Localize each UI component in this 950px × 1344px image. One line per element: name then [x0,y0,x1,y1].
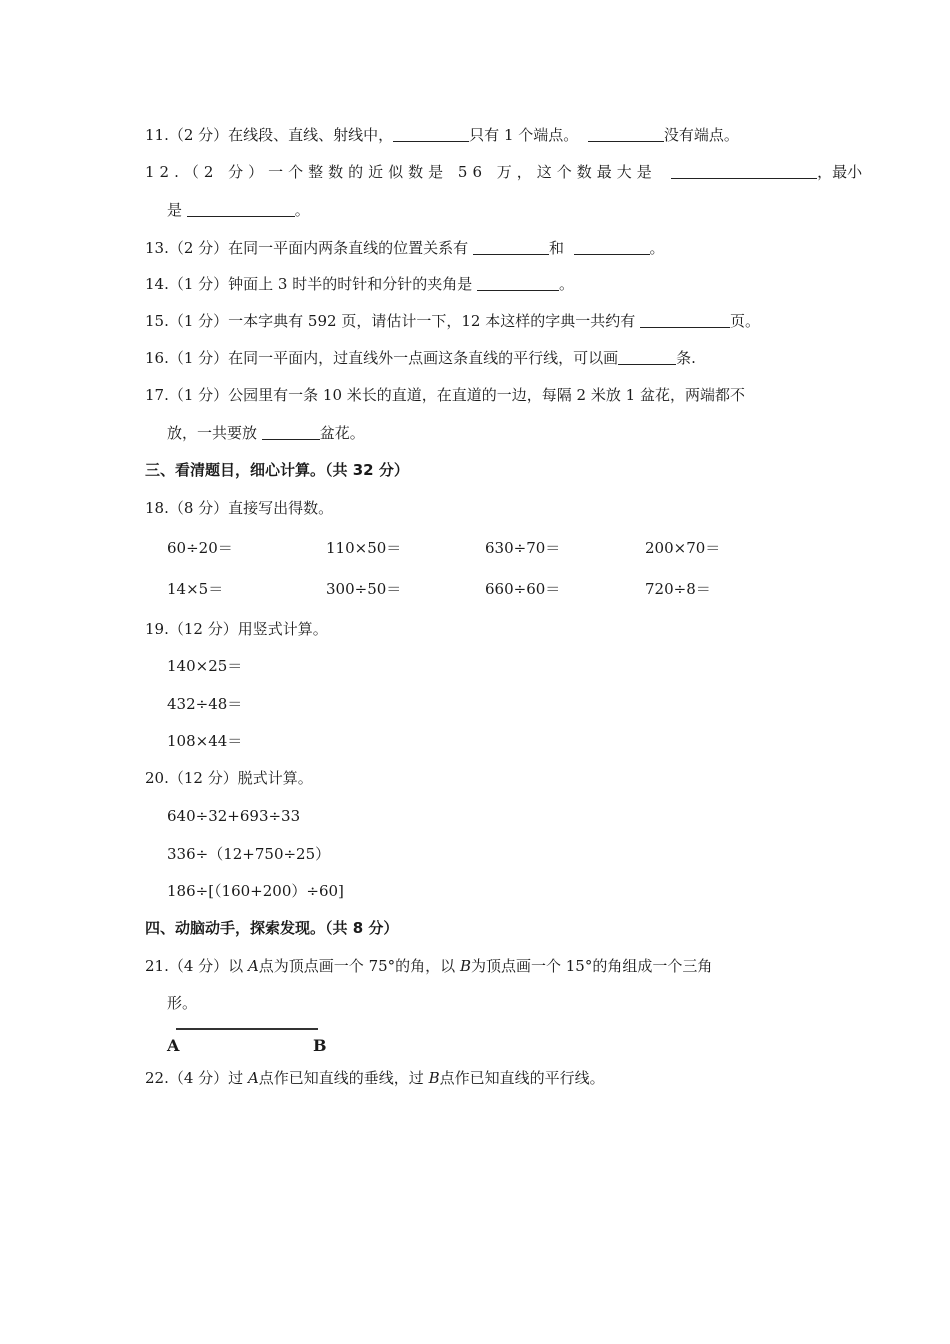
answer-blank[interactable] [477,275,559,291]
question-17-line2: 放，一共要放 盆花。 [167,424,365,442]
q18-item: 200×70＝ [645,539,721,557]
point-b-label: B [313,1036,327,1055]
q18-item: 660÷60＝ [485,580,561,598]
answer-blank[interactable] [187,201,295,217]
question-22: 22.（4 分）过 A点作已知直线的垂线，过 B点作已知直线的平行线。 [145,1069,605,1087]
point-a-label: A [167,1036,180,1055]
question-19-title: 19.（12 分）用竖式计算。 [145,620,328,638]
line-segment-ab [176,1028,318,1030]
question-12-line2: 是 。 [167,201,310,219]
q20-item: 336÷（12+750÷25） [167,845,331,863]
question-16: 16.（1 分）在同一平面内，过直线外一点画这条直线的平行线，可以画 条. [145,349,696,367]
question-13: 13.（2 分）在同一平面内两条直线的位置关系有 和 。 [145,239,665,257]
q18-item: 630÷70＝ [485,539,561,557]
question-17-line1: 17.（1 分）公园里有一条 10 米长的直道，在直道的一边，每隔 2 米放 1 盆花，两端都不 [145,386,745,404]
answer-blank[interactable] [574,239,650,255]
q18-item: 110×50＝ [326,539,402,557]
section-4-heading: 四、动脑动手，探索发现。（共 8 分） [145,919,399,937]
q19-item: 140×25＝ [167,657,243,675]
q19-item: 432÷48＝ [167,695,243,713]
answer-blank[interactable] [671,163,817,179]
question-14: 14.（1 分）钟面上 3 时半的时针和分针的夹角是 。 [145,275,575,293]
answer-blank[interactable] [588,126,664,142]
question-12-line1: 12.（2 分）一个整数的近似数是 56 万，这个数最大是 ，最小 [145,163,863,181]
question-21-line2: 形。 [167,994,198,1012]
answer-blank[interactable] [640,312,730,328]
question-21-line1: 21.（4 分）以 A点为顶点画一个 75°的角，以 B为顶点画一个 15°的角组成一个三角 [145,957,713,975]
answer-blank[interactable] [393,126,469,142]
q20-item: 640÷32+693÷33 [167,807,301,825]
answer-blank[interactable] [618,349,676,365]
q18-item: 300÷50＝ [326,580,402,598]
q20-item: 186÷[（160+200）÷60] [167,882,344,900]
answer-blank[interactable] [473,239,549,255]
question-15: 15.（1 分）一本字典有 592 页，请估计一下，12 本这样的字典一共约有 页。 [145,312,760,330]
q18-item: 14×5＝ [167,580,224,598]
answer-blank[interactable] [262,424,320,440]
q19-item: 108×44＝ [167,732,243,750]
q18-item: 60÷20＝ [167,539,233,557]
section-3-heading: 三、看清题目，细心计算。（共 32 分） [145,461,409,479]
question-18-title: 18.（8 分）直接写出得数。 [145,499,334,517]
q18-item: 720÷8＝ [645,580,711,598]
question-20-title: 20.（12 分）脱式计算。 [145,769,313,787]
question-11: 11.（2 分）在线段、直线、射线中， 只有 1 个端点。 没有端点。 [145,126,739,144]
